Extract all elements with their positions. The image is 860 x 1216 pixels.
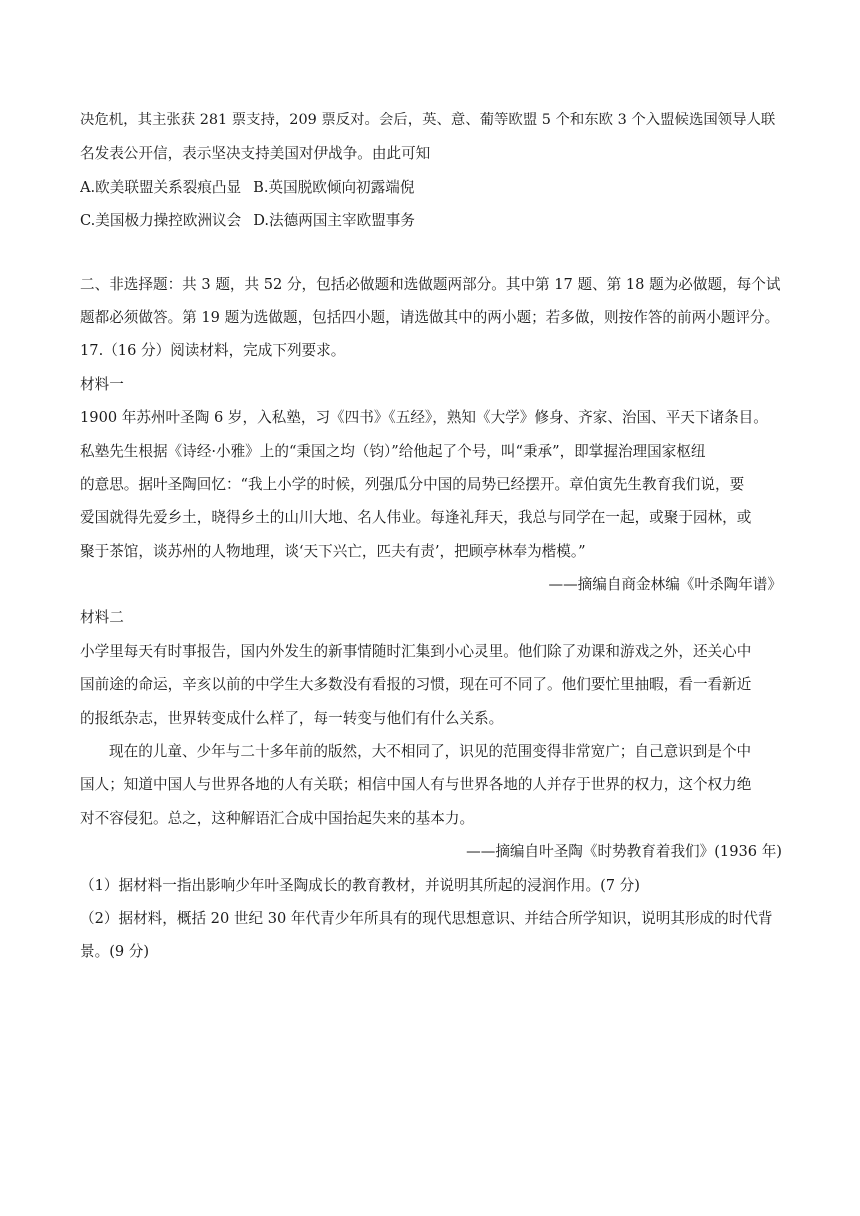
material2-line: 对不容侵犯。总之，这种解语汇合成中国抬起失来的基本力。 [80,809,475,827]
q16-options-row-1 [80,171,782,204]
q16-stem-line-1: 决危机，其主张获 281 票支持，209 票反对。会后，英、意、葡等欧盟 5 个和东欧 3 个入盟候选国领导人联 [80,112,776,128]
material1-line: 的意思。据叶圣陶回忆：“我上小学的时候，列强瓜分中国的局势已经摆开。章伯寅先生教育我们说，要 [80,475,745,493]
option-b[interactable]: B.英国脱欧倾向初露端倪 [253,178,415,196]
material2-line: 国人；知道中国人与世界各地的人有关联；相信中国人有与世界各地的人并存于世界的权力，这个权力绝 [80,776,752,794]
material1-source: ——摘编自商金林编《叶杀陶年谱》 [548,576,782,594]
material1-line: 私塾先生根据《诗经·小雅》上的“秉国之均（钧）”给他起了个号，叫“秉承”，即掌握治理国家枢纽 [80,442,706,460]
q17-question-1: （1）据材料一指出影响少年叶圣陶成长的教育教材，并说明其所起的浸润作用。(7 分) [80,876,640,894]
material1-line: 聚于茶馆，谈苏州的人物地理，谈‘天下兴亡，匹夫有责’，把顾亭林奉为楷模。” [80,542,586,560]
q17-header: 17.（16 分）阅读材料，完成下列要求。 [80,342,346,360]
material1-line: 爱国就得先爱乡土，晓得乡土的山川大地、名人伟业。每逢礼拜天，我总与同学在一起，或聚于园林，或 [80,509,752,527]
material2-source: ——摘编自叶圣陶《时势教育着我们》(1936 年) [466,843,782,861]
option-c[interactable]: C.美国极力操控欧洲议会 [80,212,242,230]
option-d[interactable]: D.法德两国主宰欧盟事务 [253,212,415,230]
q16-stem-line-2: 名发表公开信，表示坚决支持美国对伊战争。由此可知 [80,145,431,163]
option-a[interactable]: A.欧美联盟关系裂痕凸显 [80,178,242,196]
material2-line: 的报纸杂志，世界转变成什么样了，每一转变与他们有什么关系。 [80,709,504,727]
q17-question-2-line-2: 景。(9 分) [80,943,150,961]
material2-line: 国前途的命运，辛亥以前的中学生大多数没有看报的习惯，现在可不同了。他们要忙里抽暇，看一看新近 [80,676,752,694]
q16-options-row-2 [80,204,782,237]
material1-title: 材料一 [80,375,124,393]
q17-question-2-line-1: （2）据材料，概括 20 世纪 30 年代青少年所具有的现代思想意识、并结合所学知识，说明其形成的时代背 [80,909,773,927]
section-gap [80,238,782,268]
section2-intro-line-1: 二、非选择题：共 3 题，共 52 分，包括必做题和选做题两部分。其中第 17 题、第 18 题为必做题，每个试 [80,275,781,293]
exam-page [80,104,782,969]
material2-line: 现在的儿童、少年与二十多年前的版然，大不相同了，识见的范围变得非常宽广；自己意识到是个中 [109,743,752,761]
material1-line: 1900 年苏州叶圣陶 6 岁，入私塾，习《四书》《五经》，熟知《大学》修身、齐家、治国、平天下诸条目。 [80,409,768,427]
section2-intro-line-2: 题都必须做答。第 19 题为选做题，包括四小题，请选做其中的两小题；若多做，则按作答的前两小题评分。 [80,308,780,326]
material2-line: 小学里每天有时事报告，国内外发生的新事情随时汇集到小心灵里。他们除了劝课和游戏之外，还关心中 [80,642,752,660]
material2-title: 材料二 [80,609,124,627]
